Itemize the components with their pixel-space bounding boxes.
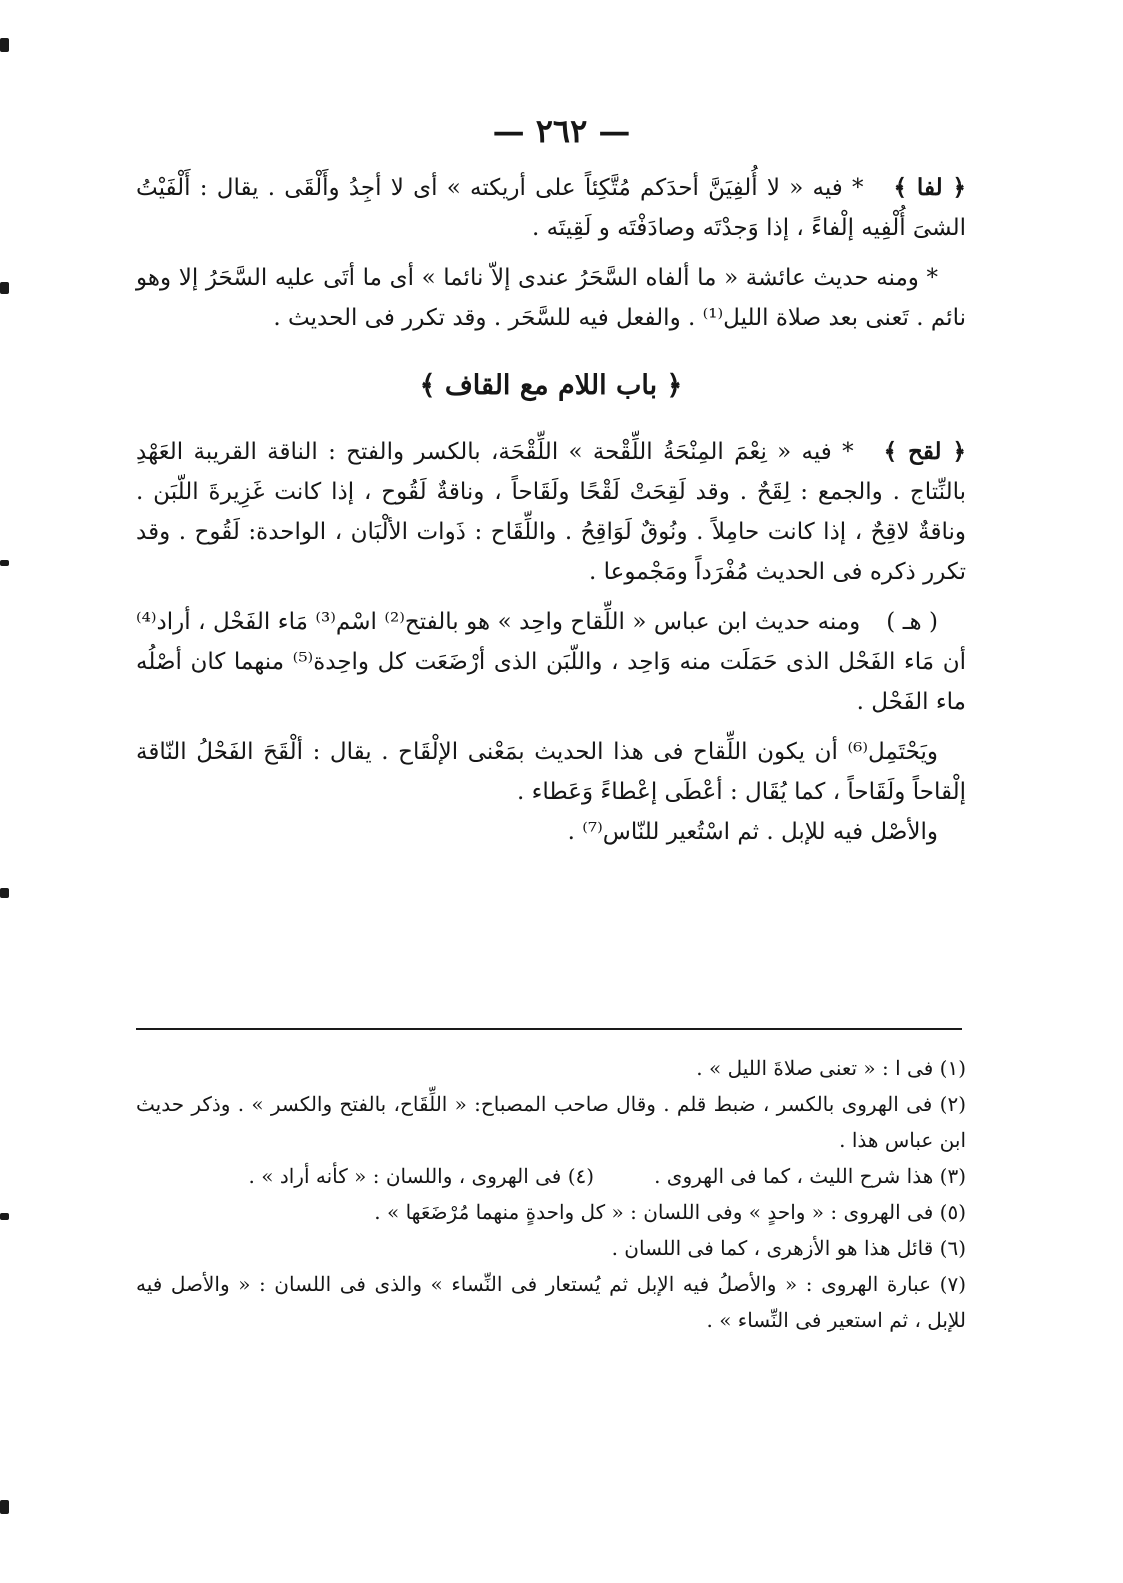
entry-marker: * (852, 175, 864, 201)
entry-lfa (136, 168, 966, 248)
footnote-5: (٥) فى الهروى : « واحدٍ » وفى اللسان : « كل واحدةٍ منهما مُرْضَعَها » . (374, 1200, 966, 1224)
scan-edge-mark (0, 38, 9, 52)
entry-head: ﴿ لفا ﴾ (893, 174, 966, 201)
entry-marker: * (842, 439, 854, 465)
footnote-3: (٣) هذا شرح الليث ، كما فى الهروى . (654, 1164, 966, 1188)
paragraph-yahtamil: ويَحْتَمِل⁽⁶⁾ أن يكون اللِّقاح فى هذا الحديث بمَعْنى الإلْقَاح . يقال : ألْقَحَ الفَحْلُ النّاقة إلْقاحاً ولَقَاحاً ، كما يُقَال : أعْطَى إعْطاءً وَعَطاء . (136, 739, 966, 805)
footnote-4: (٤) فى الهروى ، واللسان : « كأنه أراد » . (248, 1164, 595, 1188)
entry-ibn-abbas (136, 602, 966, 722)
scan-edge-mark (0, 888, 9, 898)
footnote-divider (136, 1028, 962, 1030)
entry-text: فيه « لا أُلفِيَنَّ أحدَكم مُتَّكِئاً على أريكته » أى لا أجِدُ وأَلْقَى . يقال : أَلْفَيْتُ الشىَ أُلْفِيه إلْفاءً ، إذا وَجدْتَه وصادَفْتَه و لَقِيتَه . (136, 175, 966, 241)
footnote-2: (٢) فى الهروى بالكسر ، ضبط قلم . وقال صاحب المصباح: « اللِّقَاح، بالفتح والكسر » . وذكر حديث ابن عباس هذا . (136, 1092, 966, 1152)
footnote-row (136, 1158, 966, 1194)
footnote-6: (٦) قائل هذا هو الأزهرى ، كما فى اللسان . (611, 1236, 966, 1260)
entry-text: ومنه حديث عائشة « ما ألفاه السَّحَرُ عندى إلاّ نائما » أى ما أتَى عليه السَّحَرُ إلا وهو نائم . تَعنى بعد صلاة الليل⁽¹⁾ . والفعل فيه للسَّحَر . وقد تكرر فى الحديث . (136, 265, 966, 331)
footnote-1: (١) فى ا : « تعنى صلاةَ الليل » . (696, 1056, 966, 1080)
paragraph-asl: والأصْل فيه للإبل . ثم اسْتُعير للنّاس⁽⁷⁾ . (567, 819, 938, 845)
entry-marker: * (926, 265, 938, 291)
footnotes (136, 1050, 966, 1338)
scan-edge-mark (0, 1213, 9, 1220)
page-number: — ٢٦٢ — (492, 112, 631, 150)
section-heading: ﴿ باب اللام مع القاف ﴾ (419, 370, 683, 401)
entry-text: ومنه حديث ابن عباس « اللِّقاح واحِد » هو بالفتح⁽²⁾ اسْم⁽³⁾ مَاء الفَحْل ، أراد⁽⁴⁾ أن مَاء الفَحْل الذى حَمَلَت منه وَاحِد ، واللّبَن الذى أرْضَعَت كل واحِدة⁽⁵⁾ منهما كان أصْلُه ماء الفَحْل . (136, 609, 966, 715)
scan-edge-mark (0, 1500, 9, 1514)
main-text (136, 168, 966, 852)
entry-marker: ( هـ ) (886, 609, 939, 635)
entry-lqh (136, 432, 966, 592)
scan-edge-mark (0, 282, 9, 294)
entry-head: ﴿ لقح ﴾ (883, 438, 967, 465)
footnote-7: (٧) عبارة الهروى : « والأصلُ فيه الإبل ثم يُستعار فى النِّساء » والذى فى اللسان : « والأصل فيه للإبل ، ثم استعير فى النِّساء » . (136, 1272, 966, 1332)
entry-text: فيه « نِعْمَ المِنْحَةُ اللِّقْحة » اللِّقْحَة، بالكسر والفتح : الناقة القريبة العَهْدِ بالنِّتاج . والجمع : لِقَحٌ . وقد لَقِحَتْ لَقْحًا ولَقَاحاً ، وناقةٌ لَقُوح ، إذا كانت غَزِيرةَ اللّبَن . وناقةٌ لاقِحٌ ، إذا كانت حامِلاً . ونُوقٌ لَوَاقِحُ . واللِّقَاح : ذَوات الألْبَان ، الواحدة: لَقُوح . وقد تكرر ذكره فى الحديث مُفْرَداً ومَجْموعا . (136, 439, 966, 585)
entry-aisha (136, 258, 966, 338)
scan-edge-mark (0, 560, 9, 566)
